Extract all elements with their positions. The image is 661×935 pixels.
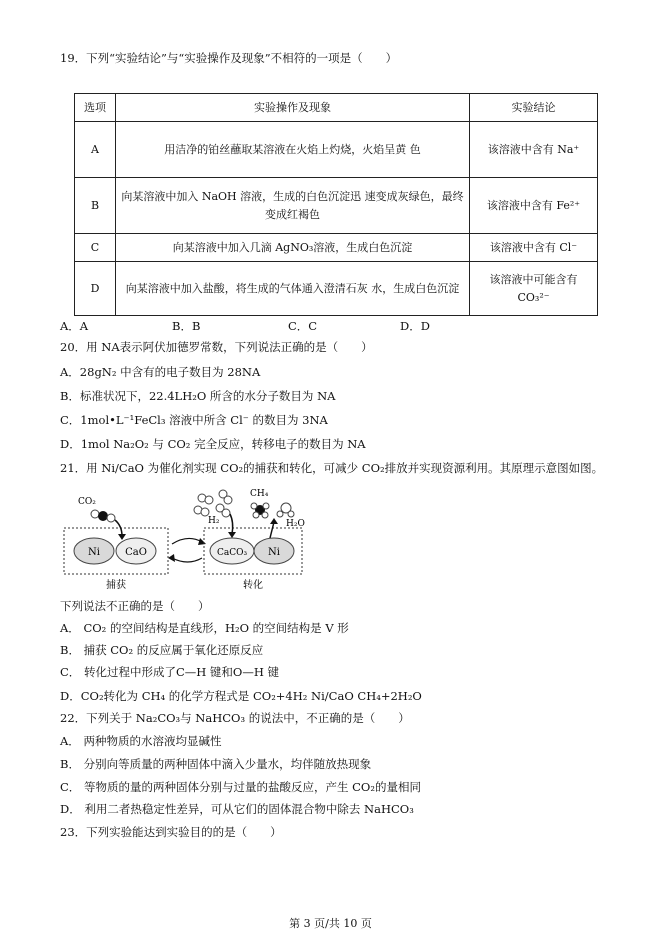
ch4-label: CH₄ bbox=[250, 489, 269, 499]
page-footer: 第 3 页/共 10 页 bbox=[289, 917, 372, 930]
q20-option: C．1mol•L⁻¹FeCl₃ 溶液中所含 Cl⁻ 的数目为 3NA bbox=[60, 413, 328, 427]
q23-stem: 23．下列实验能达到实验目的的是（ ） bbox=[60, 825, 282, 839]
mechanism-diagram bbox=[60, 486, 410, 596]
table-cell: 向某溶液中加入盐酸，将生成的气体通入澄清石灰 水，生成白色沉淀 bbox=[116, 262, 470, 316]
ni-label-2: Ni bbox=[268, 547, 280, 558]
q21-figure bbox=[60, 486, 410, 596]
convert-label: 转化 bbox=[243, 580, 263, 591]
table-header: 选项 bbox=[75, 94, 116, 122]
table-row bbox=[75, 122, 598, 178]
table-cell: B bbox=[75, 178, 116, 234]
h2o-label: H₂O bbox=[286, 519, 305, 529]
q20-stem: 20．用 NA表示阿伏加德罗常数，下列说法正确的是（ ） bbox=[60, 340, 373, 354]
q21-option: B． 捕获 CO₂ 的反应属于氧化还原反应 bbox=[60, 643, 264, 657]
table-cell: 用洁净的铂丝蘸取某溶液在火焰上灼烧，火焰呈黄 色 bbox=[116, 122, 470, 178]
q20-option: D．1mol Na₂O₂ 与 CO₂ 完全反应，转移电子的数目为 NA bbox=[60, 437, 366, 451]
q20-option: B．标准状况下，22.4LH₂O 所含的水分子数目为 NA bbox=[60, 389, 336, 403]
choice: D．D bbox=[400, 319, 430, 333]
table-cell: C bbox=[75, 234, 116, 262]
table-cell: 该溶液中含有 Cl⁻ bbox=[470, 234, 598, 262]
table-cell: A bbox=[75, 122, 116, 178]
caco3-label: CaCO₃ bbox=[216, 548, 248, 558]
q19-choices bbox=[60, 318, 480, 334]
co2-label: CO₂ bbox=[78, 497, 96, 507]
choice: C．C bbox=[288, 319, 318, 333]
q19-table bbox=[74, 93, 598, 316]
table-cell: D bbox=[75, 262, 116, 316]
table-header: 实验结论 bbox=[470, 94, 598, 122]
table-row bbox=[75, 178, 598, 234]
table-cell: 该溶液中含有 Fe²⁺ bbox=[470, 178, 598, 234]
q21-option: C． 转化过程中形成了C—H 键和O—H 键 bbox=[60, 665, 280, 679]
q21-stem: 21．用 Ni/CaO 为催化剂实现 CO₂的捕获和转化，可减少 CO₂排放并实现资源利用。其原理示意图如图。 bbox=[60, 461, 604, 475]
q22-option: C． 等物质的量的两种固体分别与过量的盐酸反应，产生 CO₂的量相同 bbox=[60, 780, 421, 794]
q22-stem: 22．下列关于 Na₂CO₃与 NaHCO₃ 的说法中，不正确的是（ ） bbox=[60, 711, 410, 725]
table-row bbox=[75, 234, 598, 262]
h2-label: H₂ bbox=[208, 516, 220, 526]
table-cell: 向某溶液中加入几滴 AgNO₃溶液，生成白色沉淀 bbox=[116, 234, 470, 262]
q22-option: B． 分别向等质量的两种固体中滴入少量水，均伴随放热现象 bbox=[60, 757, 372, 771]
cao-label: CaO bbox=[125, 547, 147, 558]
q21-option: A． CO₂ 的空间结构是直线形，H₂O 的空间结构是 V 形 bbox=[60, 621, 349, 635]
q21-sub-stem: 下列说法不正确的是（ ） bbox=[60, 599, 210, 613]
table-cell: 该溶液中可能含有 CO₃²⁻ bbox=[470, 262, 598, 316]
table-cell: 该溶液中含有 Na⁺ bbox=[470, 122, 598, 178]
q22-option: D． 利用二者热稳定性差异，可从它们的固体混合物中除去 NaHCO₃ bbox=[60, 802, 414, 816]
q22-option: A． 两种物质的水溶液均显碱性 bbox=[60, 734, 222, 748]
table-cell: 向某溶液中加入 NaOH 溶液，生成的白色沉淀迅 速变成灰绿色，最终变成红褐色 bbox=[116, 178, 470, 234]
q19-stem: 19．下列“实验结论”与“实验操作及现象”不相符的一项是（ ） bbox=[60, 51, 398, 65]
q21-option: D．CO₂转化为 CH₄ 的化学方程式是 CO₂+4H₂ Ni/CaO CH₄+2H₂O bbox=[60, 689, 422, 703]
ni-label: Ni bbox=[88, 547, 100, 558]
choice: A．A bbox=[60, 319, 89, 333]
table-header: 实验操作及现象 bbox=[116, 94, 470, 122]
q20-option: A．28gN₂ 中含有的电子数目为 28NA bbox=[60, 365, 261, 379]
capture-label: 捕获 bbox=[106, 580, 126, 591]
choice: B．B bbox=[172, 319, 201, 333]
table-row bbox=[75, 262, 598, 316]
